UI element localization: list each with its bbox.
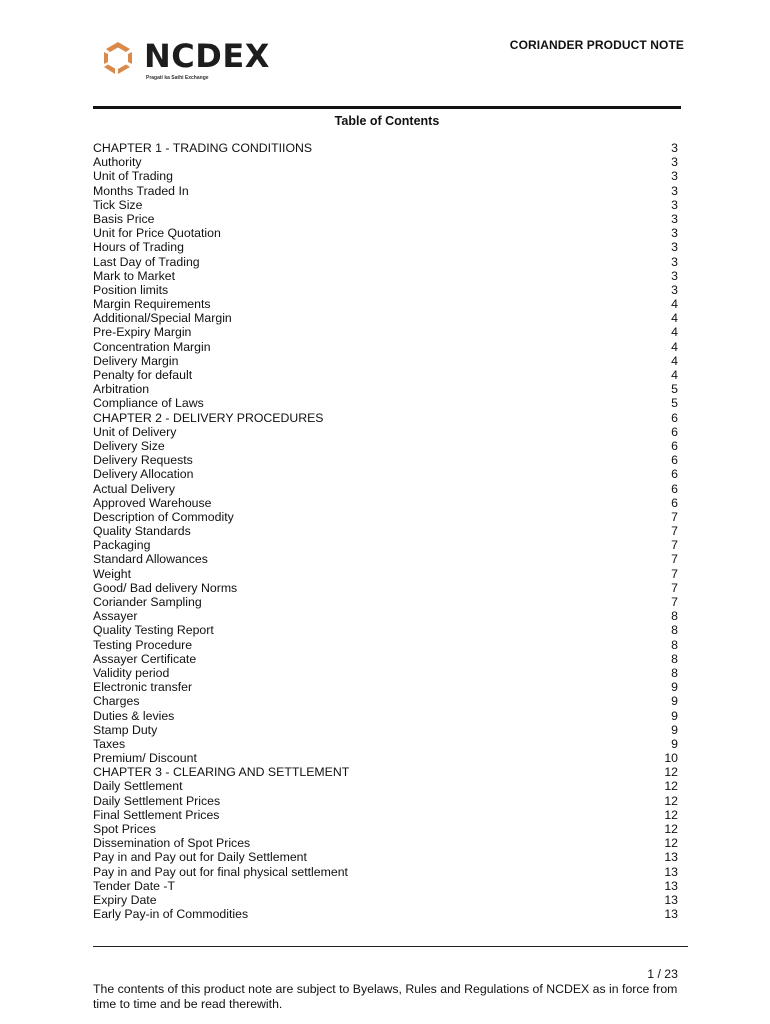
- toc-entry[interactable]: [93, 808, 678, 822]
- toc-entry-title: CHAPTER 2 - DELIVERY PROCEDURES: [93, 410, 324, 425]
- toc-entry-title: Actual Delivery: [93, 481, 176, 496]
- toc-entry-title: Stamp Duty: [93, 722, 158, 737]
- toc-entry[interactable]: [93, 311, 678, 325]
- toc-entry[interactable]: [93, 269, 678, 283]
- toc-entry-title: Delivery Requests: [93, 453, 193, 468]
- toc-entry-page: 8: [671, 623, 678, 638]
- toc-entry[interactable]: [93, 169, 678, 183]
- toc-entry-page: 6: [671, 495, 678, 510]
- toc-entry-title: Months Traded In: [93, 183, 189, 198]
- toc-entry[interactable]: [93, 893, 678, 907]
- toc-entry-page: 6: [671, 424, 678, 439]
- toc-entry[interactable]: [93, 325, 678, 339]
- toc-entry-title: Mark to Market: [93, 268, 175, 283]
- toc-entry-title: Standard Allowances: [93, 552, 208, 567]
- toc-entry-page: 9: [671, 736, 678, 751]
- toc-entry-title: Expiry Date: [93, 892, 157, 907]
- toc-entry-title: Assayer: [93, 609, 138, 624]
- toc-entry-title: Hours of Trading: [93, 240, 184, 255]
- toc-entry[interactable]: [93, 155, 678, 169]
- toc-entry-title: Weight: [93, 566, 132, 581]
- toc-entry-page: 12: [664, 765, 678, 780]
- toc-entry-page: 3: [671, 155, 678, 170]
- toc-entry-page: 9: [671, 694, 678, 709]
- header-divider: [93, 106, 681, 109]
- toc-entry[interactable]: [93, 836, 678, 850]
- toc-entry-page: 13: [664, 892, 678, 907]
- toc-entry[interactable]: [93, 879, 678, 893]
- toc-entry-page: 7: [671, 580, 678, 595]
- toc-entry-title: Last Day of Trading: [93, 254, 200, 269]
- toc-entry-title: Penalty for default: [93, 368, 193, 382]
- toc-entry-title: Concentration Margin: [93, 339, 211, 354]
- toc-entry[interactable]: [93, 297, 678, 311]
- toc-entry[interactable]: [93, 510, 678, 524]
- toc-entry[interactable]: [93, 765, 678, 779]
- toc-entry-title: Pay in and Pay out for final physical settlement: [93, 864, 348, 879]
- toc-entry-page: 8: [671, 609, 678, 624]
- toc-entry-title: Description of Commodity: [93, 509, 234, 524]
- toc-entry-page: 4: [671, 297, 678, 312]
- toc-entry[interactable]: [93, 198, 678, 212]
- toc-entry[interactable]: [93, 184, 678, 198]
- toc-entry[interactable]: [93, 354, 678, 368]
- toc-entry-title: Assayer Certificate: [93, 651, 197, 666]
- toc-entry-title: Tender Date -T: [93, 878, 176, 893]
- toc-entry-page: 6: [671, 481, 678, 496]
- toc-entry-page: 7: [671, 509, 678, 524]
- toc-entry[interactable]: [93, 822, 678, 836]
- toc-entry[interactable]: [93, 255, 678, 269]
- toc-entry-page: 4: [671, 311, 678, 326]
- toc-entry-page: 13: [664, 907, 678, 922]
- toc-entry-title: Margin Requirements: [93, 297, 211, 312]
- toc-entry[interactable]: [93, 751, 678, 765]
- toc-entry-page: 5: [671, 396, 678, 411]
- logo-wordmark: NCDEX: [144, 37, 270, 75]
- toc-entry-title: Compliance of Laws: [93, 396, 204, 411]
- toc-entry-title: Arbitration: [93, 382, 150, 397]
- toc-entry-page: 3: [671, 254, 678, 269]
- toc-entry[interactable]: [93, 425, 678, 439]
- toc-entry-title: Quality Testing Report: [93, 623, 214, 638]
- toc-entry-title: Basis Price: [93, 211, 155, 226]
- toc-entry[interactable]: [93, 141, 678, 155]
- toc-entry-title: Testing Procedure: [93, 637, 193, 652]
- page-indicator: 1 / 23: [647, 967, 678, 981]
- toc-entry-page: 3: [671, 211, 678, 226]
- toc-entry-title: Duties & levies: [93, 708, 175, 723]
- toc-entry-title: CHAPTER 1 - TRADING CONDITIIONS: [93, 141, 313, 155]
- toc-entry[interactable]: [93, 666, 678, 680]
- toc-entry[interactable]: [93, 652, 678, 666]
- toc-entry-title: Tick Size: [93, 197, 143, 212]
- toc-entry[interactable]: [93, 794, 678, 808]
- toc-entry-title: CHAPTER 3 - CLEARING AND SETTLEMENT: [93, 765, 350, 780]
- toc-entry-page: 3: [671, 226, 678, 241]
- toc-entry-page: 6: [671, 467, 678, 482]
- toc-entry-page: 5: [671, 382, 678, 397]
- toc-entry-title: Pre-Expiry Margin: [93, 325, 192, 340]
- toc-entry-title: Quality Standards: [93, 524, 191, 539]
- toc-entry[interactable]: [93, 694, 678, 708]
- toc-entry-title: Authority: [93, 155, 142, 170]
- toc-entry[interactable]: [93, 581, 678, 595]
- toc-entry-page: 12: [664, 779, 678, 794]
- toc-entry-title: Delivery Margin: [93, 353, 179, 368]
- toc-entry-title: Electronic transfer: [93, 680, 193, 695]
- toc-entry-page: 4: [671, 353, 678, 368]
- toc-entry-page: 13: [664, 878, 678, 893]
- toc-heading: Table of Contents: [334, 114, 440, 128]
- toc-entry[interactable]: [93, 453, 678, 467]
- toc-entry-title: Daily Settlement Prices: [93, 793, 221, 808]
- toc-entry[interactable]: [93, 709, 678, 723]
- toc-entry-title: Unit for Price Quotation: [93, 226, 221, 241]
- toc-entry-title: Final Settlement Prices: [93, 807, 220, 822]
- toc-entry-page: 7: [671, 552, 678, 567]
- toc-entry-title: Daily Settlement: [93, 779, 183, 794]
- toc-entry-page: 3: [671, 183, 678, 198]
- toc-entry-page: 12: [664, 793, 678, 808]
- toc-entry-page: 4: [671, 339, 678, 354]
- toc-entry-page: 8: [671, 665, 678, 680]
- toc-entry[interactable]: [93, 382, 678, 396]
- toc-entry-title: Unit of Delivery: [93, 424, 177, 439]
- toc-entry-page: 12: [664, 807, 678, 822]
- toc-entry[interactable]: [93, 567, 678, 581]
- toc-entry-page: 7: [671, 595, 678, 609]
- ncdex-logo-icon: [100, 40, 136, 76]
- toc-entry-page: 8: [671, 651, 678, 666]
- toc-entry-title: Delivery Allocation: [93, 467, 194, 482]
- toc-entry-page: 10: [664, 751, 678, 766]
- toc-entry-title: Good/ Bad delivery Norms: [93, 580, 238, 595]
- toc-entry[interactable]: [93, 723, 678, 737]
- toc-entry[interactable]: [93, 552, 678, 566]
- toc-entry[interactable]: [93, 623, 678, 637]
- toc-entry-page: 7: [671, 538, 678, 553]
- table-of-contents: [93, 141, 678, 921]
- toc-entry-page: 4: [671, 368, 678, 382]
- toc-entry-title: Charges: [93, 694, 140, 709]
- logo-tagline: Pragati ka Sathi Exchange: [146, 75, 209, 81]
- footer-note: The contents of this product note are subject to Byelaws, Rules and Regulations of NCDEX as in force from time to time and be read therewith.: [93, 982, 678, 1011]
- toc-entry[interactable]: [93, 226, 678, 240]
- toc-entry[interactable]: [93, 609, 678, 623]
- toc-entry[interactable]: [93, 467, 678, 481]
- toc-entry-title: Packaging: [93, 538, 151, 553]
- toc-entry[interactable]: [93, 240, 678, 254]
- toc-entry-page: 8: [671, 637, 678, 652]
- toc-entry-page: 12: [664, 836, 678, 851]
- toc-entry[interactable]: [93, 680, 678, 694]
- toc-entry-page: 3: [671, 268, 678, 283]
- toc-entry[interactable]: [93, 595, 678, 609]
- toc-entry[interactable]: [93, 538, 678, 552]
- toc-entry-page: 7: [671, 566, 678, 581]
- toc-entry-title: Pay in and Pay out for Daily Settlement: [93, 850, 307, 865]
- toc-entry-page: 6: [671, 410, 678, 425]
- toc-entry[interactable]: [93, 396, 678, 410]
- toc-entry[interactable]: [93, 638, 678, 652]
- toc-entry[interactable]: [93, 850, 678, 864]
- toc-entry-page: 6: [671, 453, 678, 468]
- toc-entry-title: Taxes: [93, 736, 126, 751]
- toc-entry-page: 3: [671, 141, 678, 155]
- toc-entry[interactable]: [93, 439, 678, 453]
- toc-entry-page: 9: [671, 680, 678, 695]
- toc-entry[interactable]: [93, 411, 678, 425]
- toc-entry-title: Delivery Size: [93, 438, 165, 453]
- toc-entry-title: Spot Prices: [93, 822, 156, 836]
- toc-entry-page: 7: [671, 524, 678, 539]
- toc-entry-page: 4: [671, 325, 678, 340]
- toc-entry-page: 3: [671, 282, 678, 297]
- toc-entry-title: Additional/Special Margin: [93, 311, 232, 326]
- toc-entry-title: Dissemination of Spot Prices: [93, 836, 251, 851]
- toc-entry-page: 12: [664, 822, 678, 836]
- toc-entry[interactable]: [93, 340, 678, 354]
- toc-entry-page: 3: [671, 240, 678, 255]
- document-title: CORIANDER PRODUCT NOTE: [509, 38, 684, 52]
- toc-entry[interactable]: [93, 496, 678, 510]
- toc-entry-page: 3: [671, 169, 678, 184]
- toc-entry-title: Early Pay-in of Commodities: [93, 907, 249, 922]
- toc-entry[interactable]: [93, 482, 678, 496]
- toc-entry[interactable]: [93, 524, 678, 538]
- toc-entry-title: Position limits: [93, 282, 169, 297]
- toc-entry-page: 3: [671, 197, 678, 212]
- toc-entry-page: 13: [664, 864, 678, 879]
- toc-entry[interactable]: [93, 737, 678, 751]
- toc-entry[interactable]: [93, 212, 678, 226]
- ncdex-logo: [100, 37, 270, 86]
- footer-divider: [93, 946, 688, 947]
- toc-entry-page: 13: [664, 850, 678, 865]
- toc-entry-title: Validity period: [93, 665, 170, 680]
- toc-entry-page: 6: [671, 438, 678, 453]
- toc-entry-page: 9: [671, 708, 678, 723]
- toc-entry[interactable]: [93, 907, 678, 921]
- toc-entry[interactable]: [93, 865, 678, 879]
- toc-entry-title: Premium/ Discount: [93, 751, 197, 766]
- toc-entry-page: 9: [671, 722, 678, 737]
- toc-entry-title: Approved Warehouse: [93, 495, 212, 510]
- toc-entry-title: Unit of Trading: [93, 169, 173, 184]
- toc-entry-title: Coriander Sampling: [93, 595, 202, 609]
- toc-entry[interactable]: [93, 368, 678, 382]
- toc-entry[interactable]: [93, 283, 678, 297]
- toc-entry[interactable]: [93, 779, 678, 793]
